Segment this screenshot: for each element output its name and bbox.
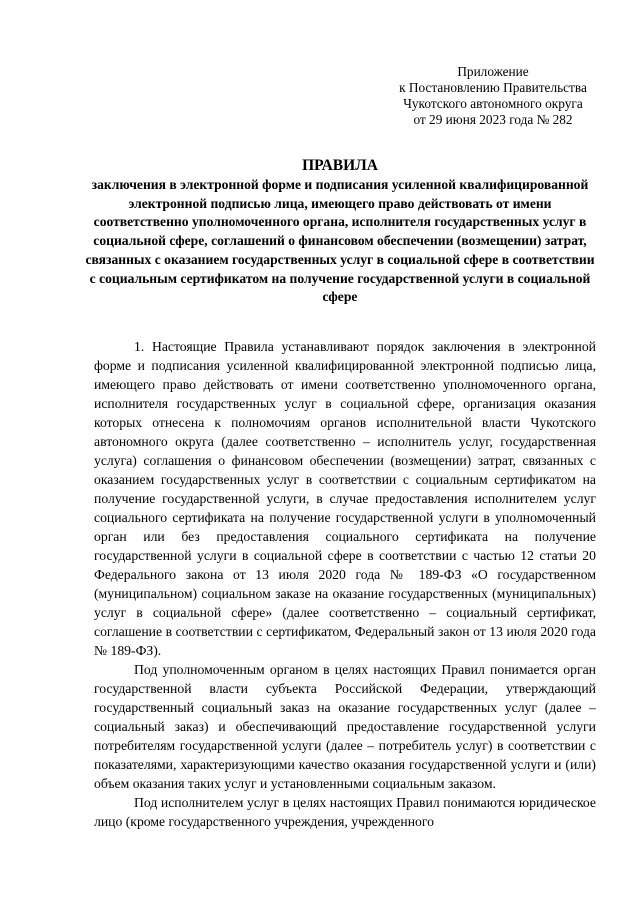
appendix-decree-reference: к Постановлению Правительства xyxy=(399,80,587,95)
document-subtitle: заключения в электронной форме и подписания усиленной квалифицированной электронной подписью лица, имеющего право действовать от имени соответственно уполномоченного органа, исполнителя государственных услуг в социальной сфере, соглашений о финансовом обеспечении (возмещении) затрат, связанных с оказанием государственных услуг в социальной сфере в соответствии с социальным сертификатом на получение государственной услуги в социальной сфере xyxy=(85,177,595,305)
document-body xyxy=(94,337,596,831)
appendix-label: Приложение xyxy=(457,64,529,79)
paragraph-3: Под исполнителем услуг в целях настоящих Правил понимаются юридическое лицо (кроме государственного учреждения, учрежденного xyxy=(94,795,596,829)
document-title-block xyxy=(84,156,596,307)
appendix-date-number: от 29 июня 2023 года № 282 xyxy=(413,112,573,127)
paragraph-2: Под уполномоченным органом в целях настоящих Правил понимается орган государственной власти субъекта Российской Федерации, утверждающий государственный социальный заказ на оказание государственных услуг (далее – социальный заказ) и обеспечивающий предоставление государственной услуги потребителям государственной услуги (далее – потребитель услуг) в соответствии с показателями, характеризующими качество оказания государственной услуги и (или) объем оказания таких услуг и установленными социальным заказом. xyxy=(94,662,596,791)
document-title: ПРАВИЛА xyxy=(302,157,378,174)
paragraph-1: 1. Настоящие Правила устанавливают порядок заключения в электронной форме и подписания усиленной квалифицированной электронной подписью лица, имеющего право действовать от имени соответственно уполномоченного органа, исполнителя государственных услуг в социальной сфере, организация оказания которых отнесена к полномочиям органов исполнительной власти Чукотского автономного округа (далее соответственно – исполнитель услуг, государственная услуга) соглашения о финансовом обеспечении (возмещении) затрат, связанных с оказанием государственных услуг в соответствии с социальным сертификатом на получение государственной услуги, в случае предоставления исполнителем услуг социального сертификата на получение государственной услуги в уполномоченный орган или без предоставления социального сертификата на получение государственной услуги в социальной сфере в соответствии с частью 12 статьи 20 Федерального закона от 13 июля 2020 года № 189-ФЗ «О государственном (муниципальном) социальном заказе на оказание государственных (муниципальных) услуг в социальной сфере» (далее соответственно – социальный сертификат, соглашение в соответствии с сертификатом, Федеральный закон от 13 июля 2020 года № 189-ФЗ). xyxy=(94,339,596,658)
appendix-region: Чукотского автономного округа xyxy=(403,96,583,111)
appendix-header xyxy=(388,64,598,128)
